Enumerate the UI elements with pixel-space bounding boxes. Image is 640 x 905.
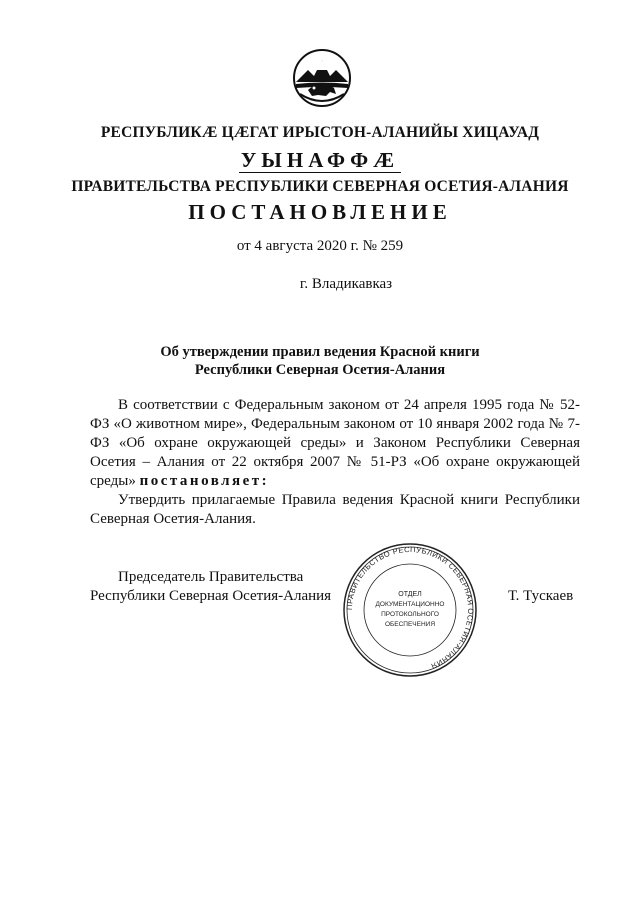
header-ossetian-decree-text: УЫНАФФӔ [240, 148, 400, 172]
stamp-inner-line-4: ОБЕСПЕЧЕНИЯ [384, 621, 436, 628]
document-city: г. Владикавказ [299, 276, 393, 292]
subject-line-1: Об утверждении правил ведения Красной книги [160, 344, 480, 360]
stamp-inner-line-2: ДОКУМЕНТАЦИОННО [375, 601, 445, 608]
signatory-name: Т. Тускаев [508, 588, 574, 604]
header-document-type: ПОСТАНОВЛЕНИЕ [188, 200, 452, 224]
stamp-inner-line-3: ПРОТОКОЛЬНОГО [381, 611, 439, 618]
stamp-outer-text: ПРАВИТЕЛЬСТВО РЕСПУБЛИКИ СЕВЕРНАЯ ОСЕТИЯ-АЛАНИЯ [344, 544, 476, 671]
header-government-name: ПРАВИТЕЛЬСТВА РЕСПУБЛИКИ СЕВЕРНАЯ ОСЕТИЯ-АЛАНИЯ [71, 178, 569, 195]
signatory-title [90, 568, 331, 606]
stamp-inner-line-1: ОТДЕЛ [398, 591, 422, 598]
subject-line-2: Республики Северная Осетия-Алания [194, 362, 446, 378]
coat-of-arms-emblem [292, 48, 352, 108]
resolution-keyword: постановляет: [139, 473, 270, 489]
document-date-number: от 4 августа 2020 г. № 259 [236, 238, 404, 254]
signatory-title-line-1: Председатель Правительства [118, 569, 304, 585]
document-subject [0, 343, 640, 379]
document-body [90, 396, 580, 529]
header-ossetian-decree [0, 148, 640, 173]
body-paragraph-1 [90, 396, 580, 491]
body-paragraph-1-text: В соответствии с Федеральным законом от 24 апреля 1995 года № 52-ФЗ «О животном мире», Федеральным законом от 10 января 2002 года № 7-ФЗ «Об охране окружающей среды» и Законом Республики Северная Осетия – Алания от 22 октября 2007 № 51-РЗ «Об охране окружающей среды» [90, 397, 580, 489]
header-ossetian-government: РЕСПУБЛИКӔ ЦӔГАТ ИРЫСТОН-АЛАНИЙЫ ХИЦАУАД [100, 124, 540, 141]
body-paragraph-2: Утвердить прилагаемые Правила ведения Красной книги Республики Северная Осетия-Алания. [90, 492, 580, 527]
signatory-title-line-2: Республики Северная Осетия-Алания [90, 588, 332, 604]
official-seal-stamp [340, 540, 480, 680]
